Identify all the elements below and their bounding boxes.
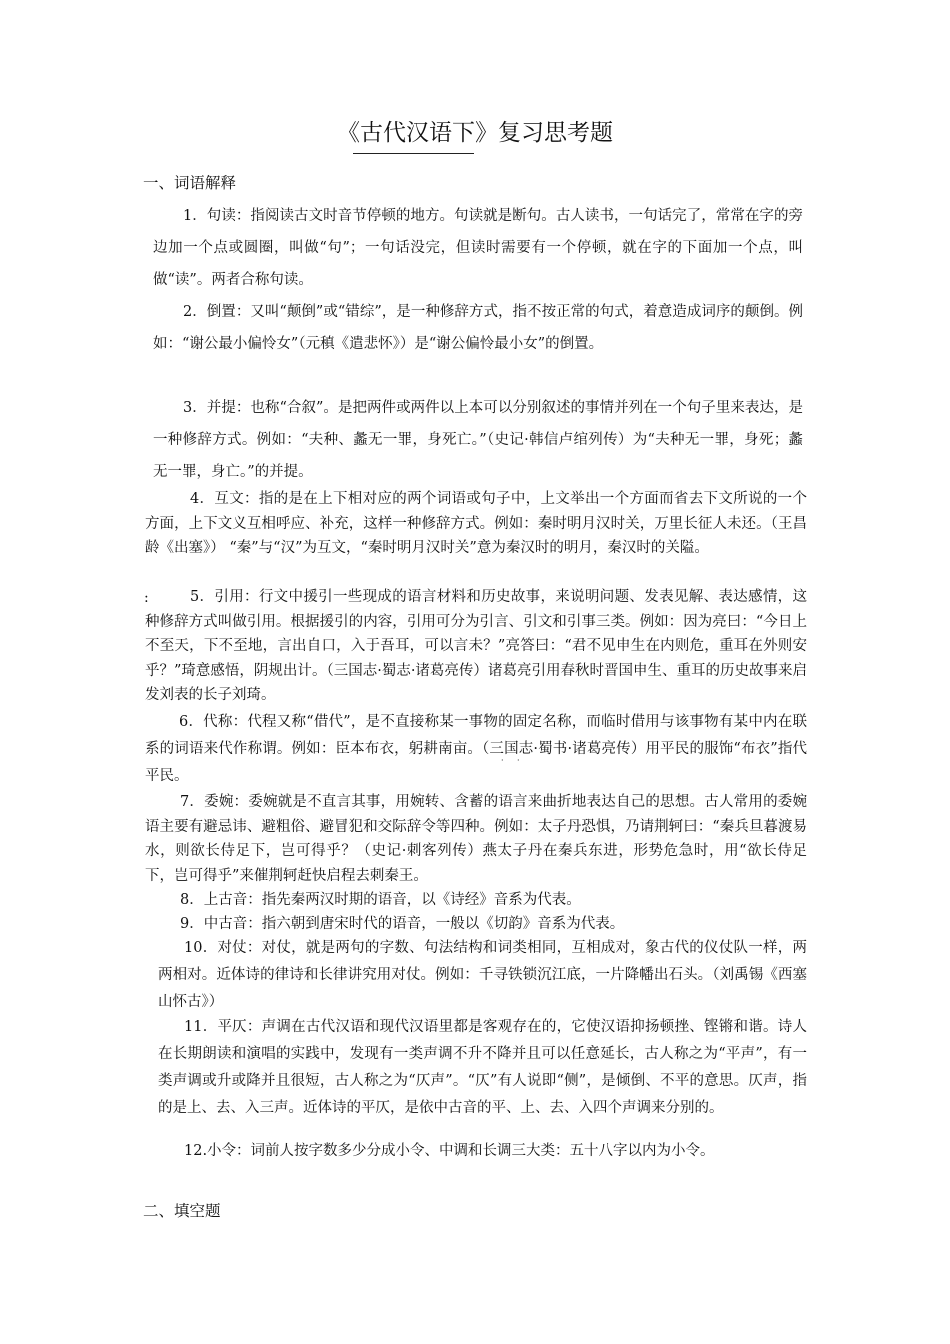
stray-colon: : (144, 590, 149, 606)
section-heading-1: 一、词语解释 (143, 174, 237, 192)
entry-5: 5．引用：行文中援引一些现成的语言材料和历史故事，来说明问题、发表见解、表达感情，这种修辞方式叫做引用。根据援引的内容，引用可分为引言、引文和引事三类。例如：因为亮曰：“今日上不至天，下不至地，言出自口，入于吾耳，可以言未？”亮答曰：“君不见申生在内则危，重耳在外则安乎？”琦意感悟，阴规出计。（三国志·蜀志·诸葛亮传）诸葛亮引用春秋时晋国申生、重耳的历史故事来启发刘表的长子刘琦。 (145, 589, 807, 704)
entry-2: 2．倒置：又叫“颠倒”或“错综”，是一种修辞方式，指不按正常的句式，着意造成词序的颠倒。例如：“谢公最小偏怜女”（元稹《遣悲怀》）是“谢公偏怜最小女”的倒置。 (153, 304, 803, 352)
entry-6: 6．代称：代程又称“借代”，是不直接称某一事物的固定名称，而临时借用与该事物有某中内在联系的词语来代作称谓。例如：臣本布衣，躬耕南亩。（三国志·蜀书·诸葛亮传）用平民的服饰“布衣”指代平民。 (145, 714, 807, 784)
entry-10: 10．对仗：对仗，就是两句的字数、句法结构和词类相同，互相成对，象古代的仪仗队一样，两两相对。近体诗的律诗和长律讲究用对仗。例如：千寻铁锁沉江底，一片降幡出石头。（刘禹锡《西塞山怀古》） (158, 940, 807, 1010)
page-title: 《古代汉语下》复习思考题 (337, 120, 613, 146)
entry-4: 4．互文：指的是在上下相对应的两个词语或句子中，上文举出一个方面而省去下文所说的一个方面，上下文义互相呼应、补充，这样一种修辞方式。例如：秦时明月汉时关，万里长征人未还。（王昌龄《出塞》） “秦”与“汉”为互文，“秦时明月汉时关”意为秦汉时的明月，秦汉时的关隘。 (145, 491, 807, 557)
entry-8: 8．上古音：指先秦两汉时期的语音，以《诗经》音系为代表。 (180, 892, 581, 908)
emphasis-dot-1: · (501, 756, 504, 765)
entry-1: 1．句读：指阅读古文时音节停顿的地方。句读就是断句。古人读书，一句话完了，常常在字的旁边加一个点或圆圈，叫做“句”；一句话没完，但读时需要有一个停顿，就在字的下面加一个点，叫做“读”。两者合称句读。 (153, 208, 803, 288)
entry-3: 3．并提：也称“合叙”。是把两件或两件以上本可以分别叙述的事情并列在一个句子里来表达，是一种修辞方式。例如：“夫种、蠡无一罪，身死亡。”（史记·韩信卢绾列传）为“夫种无一罪，身死；蠡无一罪，身亡。”的并提。 (153, 400, 803, 480)
entry-11: 11．平仄：声调在古代汉语和现代汉语里都是客观存在的，它使汉语抑扬顿挫、铿锵和谐。诗人在长期朗读和演唱的实践中，发现有一类声调不升不降并且可以任意延长，古人称之为“平声”，有一类声调或升或降并且很短，古人称之为“仄声”。“仄”有人说即“侧”，是倾倒、不平的意思。仄声，指的是上、去、入三声。近体诗的平仄，是依中古音的平、上、去、入四个声调来分别的。 (158, 1019, 807, 1116)
title-underline (353, 153, 474, 154)
entry-12: 12.小令：词前人按字数多少分成小令、中调和长调三大类：五十八字以内为小令。 (184, 1143, 715, 1159)
entry-7: 7．委婉：委婉就是不直言其事，用婉转、含蓄的语言来曲折地表达自己的思想。古人常用的委婉语主要有避忌讳、避粗俗、避冒犯和交际辞令等四种。例如：太子丹恐惧，乃请荆轲曰：“秦兵旦暮渡易水，则欲长侍足下，岂可得乎？（史记·刺客列传）燕太子丹在秦兵东进，形势危急时，用“欲长侍足下，岂可得乎”来催荆轲赶快启程去刺秦王。 (145, 794, 807, 884)
section-heading-2: 二、填空题 (143, 1202, 221, 1220)
entry-9: 9．中古音：指六朝到唐宋时代的语音，一般以《切韵》音系为代表。 (180, 916, 625, 932)
emphasis-dot-2: · (517, 756, 520, 765)
